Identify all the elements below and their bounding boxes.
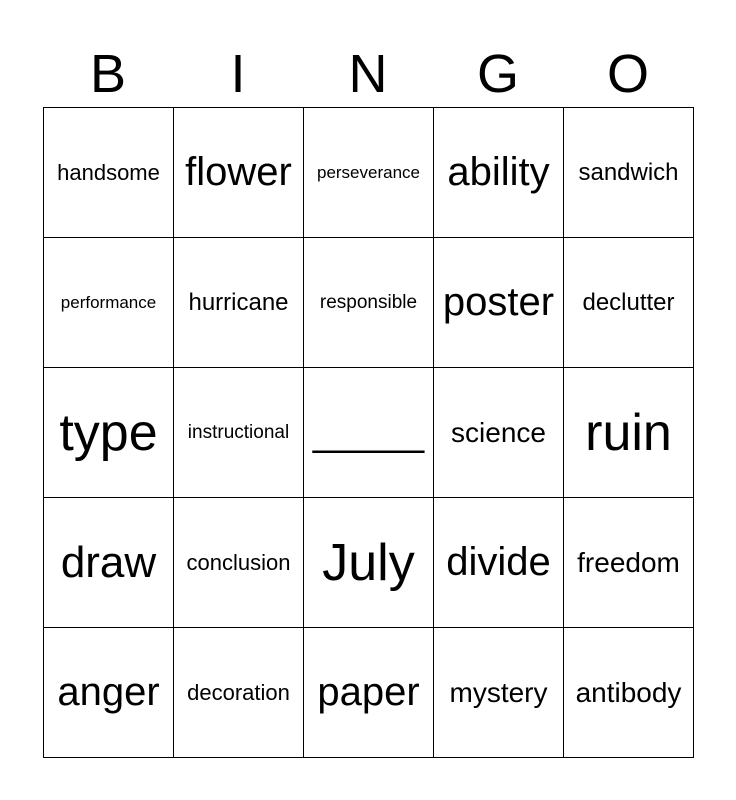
bingo-cell: antibody — [564, 628, 694, 758]
bingo-header — [43, 40, 693, 108]
bingo-cell: science — [434, 368, 564, 498]
bingo-cell: poster — [434, 238, 564, 368]
bingo-cell: ruin — [564, 368, 694, 498]
bingo-board — [43, 107, 694, 758]
bingo-cell: draw — [44, 498, 174, 628]
bingo-cell: hurricane — [174, 238, 304, 368]
bingo-cell: handsome — [44, 108, 174, 238]
bingo-cell: anger — [44, 628, 174, 758]
bingo-cell: responsible — [304, 238, 434, 368]
header-letter-b: B — [89, 44, 127, 104]
header-letter-o: O — [606, 44, 649, 104]
bingo-cell: freedom — [564, 498, 694, 628]
bingo-cell: July — [304, 498, 434, 628]
header-letter-i: I — [230, 44, 246, 104]
bingo-cell: mystery — [434, 628, 564, 758]
bingo-cell: instructional — [174, 368, 304, 498]
bingo-cell: sandwich — [564, 108, 694, 238]
bingo-cell: type — [44, 368, 174, 498]
bingo-cell: divide — [434, 498, 564, 628]
bingo-free-space: _____ — [304, 368, 434, 498]
bingo-cell: decoration — [174, 628, 304, 758]
bingo-cell: paper — [304, 628, 434, 758]
bingo-cell: declutter — [564, 238, 694, 368]
bingo-cell: perseverance — [304, 108, 434, 238]
header-letter-n: N — [348, 44, 388, 104]
header-letter-g: G — [476, 44, 519, 104]
bingo-cell: performance — [44, 238, 174, 368]
bingo-cell: conclusion — [174, 498, 304, 628]
bingo-cell: ability — [434, 108, 564, 238]
bingo-cell: flower — [174, 108, 304, 238]
